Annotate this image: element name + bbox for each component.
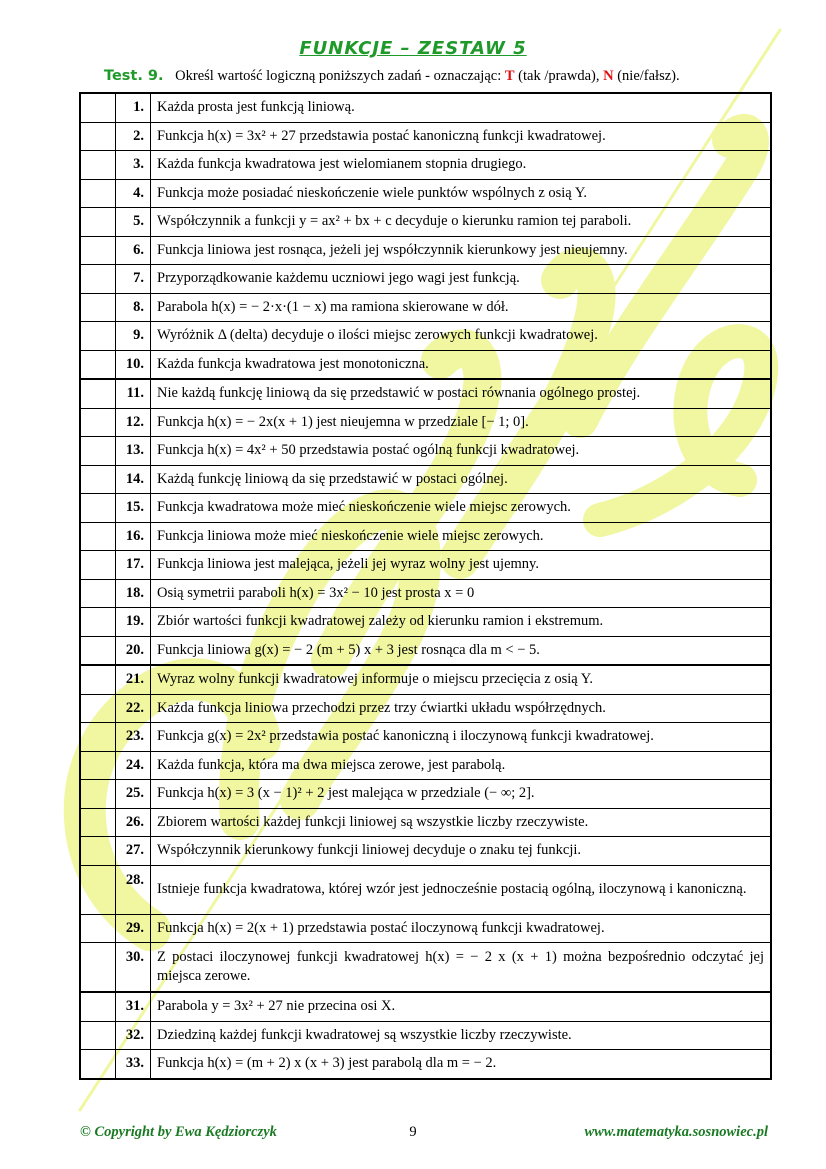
question-number: 12.	[116, 408, 151, 437]
question-row	[80, 608, 771, 637]
answer-cell[interactable]	[80, 808, 116, 837]
test-label: Test. 9.	[104, 68, 164, 84]
answer-cell[interactable]	[80, 837, 116, 866]
question-number: 6.	[116, 236, 151, 265]
question-row	[80, 551, 771, 580]
question-number: 18.	[116, 579, 151, 608]
question-number: 32.	[116, 1021, 151, 1050]
question-text: Wyraz wolny funkcji kwadratowej informuje o miejscu przecięcia z osią Y.	[151, 665, 772, 694]
answer-cell[interactable]	[80, 636, 116, 665]
question-row	[80, 694, 771, 723]
question-row	[80, 408, 771, 437]
answer-cell[interactable]	[80, 751, 116, 780]
question-text: Funkcja h(x) = 4x² + 50 przedstawia postać ogólną funkcji kwadratowej.	[151, 437, 772, 466]
question-text: Funkcja g(x) = 2x² przedstawia postać kanoniczną i iloczynową funkcji kwadratowej.	[151, 723, 772, 752]
question-row	[80, 780, 771, 809]
question-row	[80, 93, 771, 122]
question-number: 21.	[116, 665, 151, 694]
answer-cell[interactable]	[80, 93, 116, 122]
question-row	[80, 265, 771, 294]
question-row	[80, 665, 771, 694]
question-text: Funkcja liniowa jest malejąca, jeżeli jej wyraz wolny jest ujemny.	[151, 551, 772, 580]
answer-cell[interactable]	[80, 494, 116, 523]
question-row	[80, 437, 771, 466]
answer-cell[interactable]	[80, 665, 116, 694]
answer-cell[interactable]	[80, 579, 116, 608]
answer-cell[interactable]	[80, 151, 116, 180]
question-number: 19.	[116, 608, 151, 637]
question-number: 10.	[116, 350, 151, 379]
question-row	[80, 943, 771, 993]
false-letter: N	[603, 68, 614, 84]
question-number: 30.	[116, 943, 151, 993]
answer-cell[interactable]	[80, 437, 116, 466]
footer-copyright: © Copyright by Ewa Kędziorczyk	[80, 1124, 277, 1140]
question-text: Każda funkcja kwadratowa jest monotoniczna.	[151, 350, 772, 379]
question-row	[80, 636, 771, 665]
question-number: 25.	[116, 780, 151, 809]
question-row	[80, 379, 771, 408]
question-number: 16.	[116, 522, 151, 551]
question-number: 27.	[116, 837, 151, 866]
question-text: Osią symetrii paraboli h(x) = 3x² − 10 jest prosta x = 0	[151, 579, 772, 608]
question-number: 29.	[116, 914, 151, 943]
question-row	[80, 494, 771, 523]
question-text: Dziedziną każdej funkcji kwadratowej są wszystkie liczby rzeczywiste.	[151, 1021, 772, 1050]
false-desc: (nie/fałsz).	[617, 68, 680, 84]
question-text: Funkcja liniowa jest rosnąca, jeżeli jej współczynnik kierunkowy jest nieujemny.	[151, 236, 772, 265]
question-row	[80, 1021, 771, 1050]
question-number: 11.	[116, 379, 151, 408]
answer-cell[interactable]	[80, 992, 116, 1021]
question-text: Funkcja h(x) = 3x² + 27 przedstawia postać kanoniczną funkcji kwadratowej.	[151, 122, 772, 151]
answer-cell[interactable]	[80, 293, 116, 322]
answer-cell[interactable]	[80, 408, 116, 437]
question-row	[80, 236, 771, 265]
question-number: 33.	[116, 1050, 151, 1079]
question-text: Funkcja kwadratowa może mieć nieskończenie wiele miejsc zerowych.	[151, 494, 772, 523]
question-text: Współczynnik kierunkowy funkcji liniowej decyduje o znaku tej funkcji.	[151, 837, 772, 866]
question-number: 24.	[116, 751, 151, 780]
question-text: Współczynnik a funkcji y = ax² + bx + c decyduje o kierunku ramion tej paraboli.	[151, 208, 772, 237]
question-number: 1.	[116, 93, 151, 122]
question-row	[80, 723, 771, 752]
question-number: 14.	[116, 465, 151, 494]
question-row	[80, 350, 771, 379]
answer-cell[interactable]	[80, 865, 116, 914]
question-number: 26.	[116, 808, 151, 837]
question-text: Parabola h(x) = − 2·x·(1 − x) ma ramiona skierowane w dół.	[151, 293, 772, 322]
instruction-text: Określ wartość logiczną poniższych zadań - oznaczając:	[175, 68, 502, 84]
question-text: Zbiorem wartości każdej funkcji liniowej są wszystkie liczby rzeczywiste.	[151, 808, 772, 837]
answer-cell[interactable]	[80, 522, 116, 551]
question-text: Funkcja liniowa g(x) = − 2 (m + 5) x + 3 jest rosnąca dla m < − 5.	[151, 636, 772, 665]
true-desc: (tak /prawda),	[518, 68, 600, 84]
question-row	[80, 579, 771, 608]
question-number: 7.	[116, 265, 151, 294]
question-row	[80, 151, 771, 180]
answer-cell[interactable]	[80, 914, 116, 943]
answer-cell[interactable]	[80, 350, 116, 379]
question-text: Każda funkcja liniowa przechodzi przez trzy ćwiartki układu współrzędnych.	[151, 694, 772, 723]
question-number: 23.	[116, 723, 151, 752]
question-row	[80, 122, 771, 151]
answer-cell[interactable]	[80, 723, 116, 752]
question-row	[80, 808, 771, 837]
question-text: Każda prosta jest funkcją liniową.	[151, 93, 772, 122]
question-number: 22.	[116, 694, 151, 723]
answer-cell[interactable]	[80, 179, 116, 208]
question-number: 9.	[116, 322, 151, 351]
footer-website: www.matematyka.sosnowiec.pl	[584, 1124, 768, 1140]
answer-cell[interactable]	[80, 265, 116, 294]
question-row	[80, 179, 771, 208]
question-text: Nie każdą funkcję liniową da się przedstawić w postaci równania ogólnego prostej.	[151, 379, 772, 408]
question-row	[80, 322, 771, 351]
question-row	[80, 837, 771, 866]
question-number: 2.	[116, 122, 151, 151]
question-text: Każdą funkcję liniową da się przedstawić w postaci ogólnej.	[151, 465, 772, 494]
answer-cell[interactable]	[80, 236, 116, 265]
answer-cell[interactable]	[80, 1050, 116, 1079]
question-row	[80, 465, 771, 494]
question-row	[80, 751, 771, 780]
question-text: Funkcja liniowa może mieć nieskończenie wiele miejsc zerowych.	[151, 522, 772, 551]
question-text: Funkcja może posiadać nieskończenie wiele punktów wspólnych z osią Y.	[151, 179, 772, 208]
true-letter: T	[504, 68, 515, 84]
question-number: 13.	[116, 437, 151, 466]
question-row	[80, 865, 771, 914]
question-text: Funkcja h(x) = (m + 2) x (x + 3) jest parabolą dla m = − 2.	[151, 1050, 772, 1079]
answer-cell[interactable]	[80, 1021, 116, 1050]
answer-cell[interactable]	[80, 694, 116, 723]
question-text: Funkcja h(x) = − 2x(x + 1) jest nieujemna w przedziale [− 1; 0].	[151, 408, 772, 437]
question-number: 31.	[116, 992, 151, 1021]
question-text: Przyporządkowanie każdemu uczniowi jego wagi jest funkcją.	[151, 265, 772, 294]
answer-cell[interactable]	[80, 551, 116, 580]
answer-cell[interactable]	[80, 465, 116, 494]
test-instruction	[104, 68, 774, 85]
answer-cell[interactable]	[80, 322, 116, 351]
question-row	[80, 208, 771, 237]
answer-cell[interactable]	[80, 379, 116, 408]
question-number: 5.	[116, 208, 151, 237]
question-row	[80, 522, 771, 551]
question-text: Funkcja h(x) = 3 (x − 1)² + 2 jest malejąca w przedziale (− ∞; 2].	[151, 780, 772, 809]
question-text: Zbiór wartości funkcji kwadratowej zależy od kierunku ramion i ekstremum.	[151, 608, 772, 637]
question-text: Istnieje funkcja kwadratowa, której wzór jest jednocześnie postacią ogólną, iloczynową i kanoniczną.	[151, 865, 772, 914]
question-number: 28.	[116, 865, 151, 914]
question-number: 4.	[116, 179, 151, 208]
question-number: 8.	[116, 293, 151, 322]
question-number: 3.	[116, 151, 151, 180]
question-row	[80, 992, 771, 1021]
questions-table	[79, 92, 772, 1080]
question-row	[80, 1050, 771, 1079]
answer-cell[interactable]	[80, 780, 116, 809]
question-text: Funkcja h(x) = 2(x + 1) przedstawia postać iloczynową funkcji kwadratowej.	[151, 914, 772, 943]
answer-cell[interactable]	[80, 122, 116, 151]
question-text: Parabola y = 3x² + 27 nie przecina osi X.	[151, 992, 772, 1021]
footer-page-number: 9	[409, 1124, 417, 1140]
page-title: FUNKCJE – ZESTAW 5	[299, 38, 527, 59]
question-number: 17.	[116, 551, 151, 580]
answer-cell[interactable]	[80, 943, 116, 993]
question-row	[80, 914, 771, 943]
answer-cell[interactable]	[80, 608, 116, 637]
question-text: Każda funkcja kwadratowa jest wielomianem stopnia drugiego.	[151, 151, 772, 180]
question-number: 15.	[116, 494, 151, 523]
question-text: Każda funkcja, która ma dwa miejsca zerowe, jest parabolą.	[151, 751, 772, 780]
question-number: 20.	[116, 636, 151, 665]
question-text: Wyróżnik Δ (delta) decyduje o ilości miejsc zerowych funkcji kwadratowej.	[151, 322, 772, 351]
question-row	[80, 293, 771, 322]
answer-cell[interactable]	[80, 208, 116, 237]
question-text: Z postaci iloczynowej funkcji kwadratowej h(x) = − 2 x (x + 1) można bezpośrednio odczytać jej miejsca zerowe.	[151, 943, 772, 993]
